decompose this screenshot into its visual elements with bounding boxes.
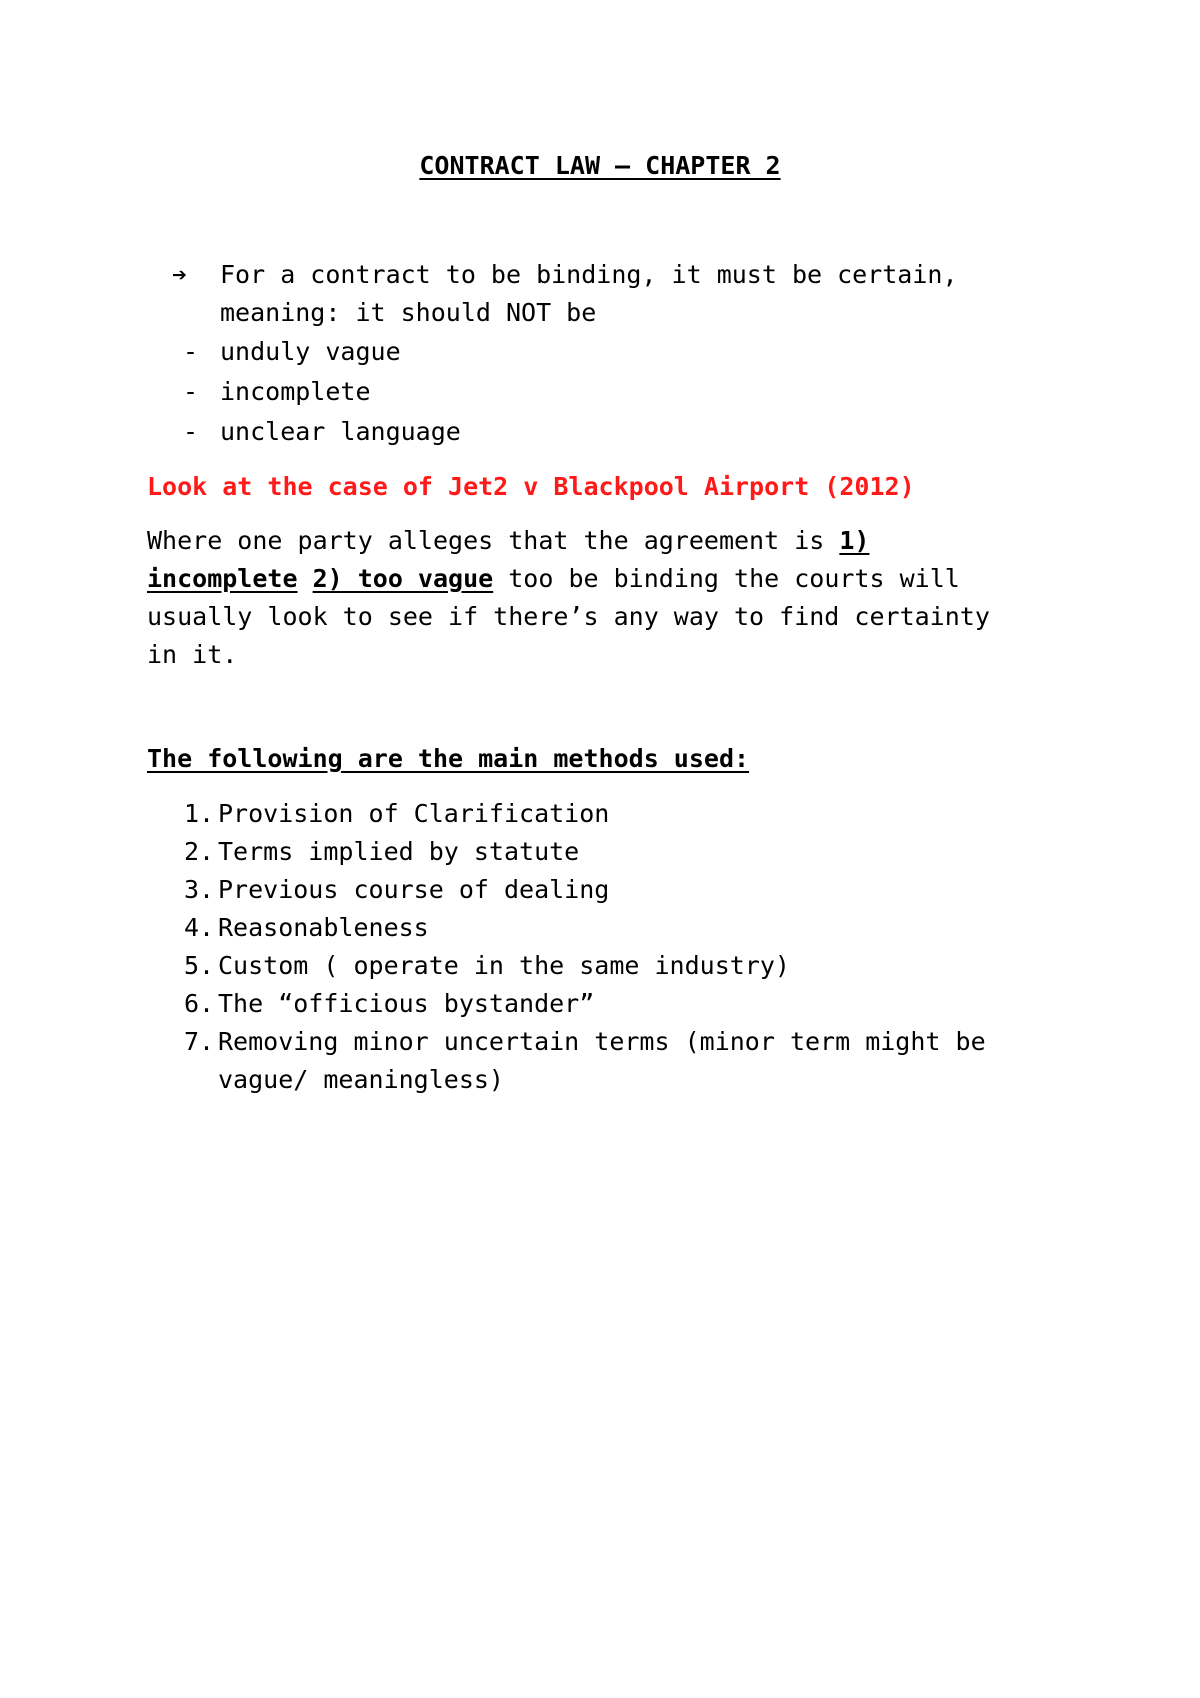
list-item <box>180 947 986 985</box>
paragraph-space <box>298 564 313 593</box>
paragraph-text: too be binding the courts will <box>493 564 960 593</box>
list-number: 1. <box>184 799 215 828</box>
methods-heading: The following are the main methods used: <box>147 744 750 773</box>
intro-line-2: meaning: it should NOT be <box>220 298 597 327</box>
list-number: 6. <box>184 989 215 1018</box>
paragraph-line-3: usually look to see if there’s any way to find certainty <box>147 602 990 631</box>
list-item <box>180 833 986 871</box>
bullet-marker: - <box>183 377 199 406</box>
bullet-text: unclear language <box>220 417 461 446</box>
page-title: CONTRACT LAW – CHAPTER 2 <box>419 151 781 180</box>
intro-line-1: For a contract to be binding, it must be certain, <box>220 260 958 289</box>
list-item <box>180 985 986 1023</box>
list-item <box>180 1023 986 1099</box>
emphasis-number-1: 1) <box>839 526 870 555</box>
bullet-text: incomplete <box>220 377 371 406</box>
paragraph-text: Where one party alleges that the agreement is <box>147 526 840 555</box>
list-item <box>180 373 461 413</box>
list-item <box>180 413 461 453</box>
method-text: Terms implied by statute <box>218 837 580 866</box>
method-text: Custom ( operate in the same industry) <box>218 951 790 980</box>
list-number: 5. <box>184 951 215 980</box>
bullet-marker: - <box>183 417 199 446</box>
list-number: 2. <box>184 837 215 866</box>
list-item <box>180 333 461 373</box>
method-text: Reasonableness <box>218 913 429 942</box>
list-item <box>180 795 986 833</box>
method-text-continuation: vague/ meaningless) <box>218 1065 504 1094</box>
list-number: 4. <box>184 913 215 942</box>
emphasis-too-vague: 2) too vague <box>312 564 494 593</box>
paragraph-line-1 <box>147 522 990 560</box>
case-heading: Look at the case of Jet2 v Blackpool Airport (2012) <box>147 472 915 501</box>
method-text: The “officious bystander” <box>218 989 595 1018</box>
bullet-text: unduly vague <box>220 337 401 366</box>
certainty-bullet-list <box>180 333 461 453</box>
list-number: 7. <box>184 1027 215 1056</box>
list-item <box>180 871 986 909</box>
method-text: Previous course of dealing <box>218 875 610 904</box>
paragraph-line-2 <box>147 560 990 598</box>
intro-statement <box>172 256 958 332</box>
method-text: Provision of Clarification <box>218 799 610 828</box>
list-number: 3. <box>184 875 215 904</box>
right-arrow-icon: ➔ <box>172 260 188 289</box>
methods-list <box>180 795 986 1099</box>
method-text: Removing minor uncertain terms (minor term might be <box>218 1027 986 1056</box>
emphasis-incomplete: incomplete <box>147 564 298 593</box>
bullet-marker: - <box>183 337 199 366</box>
list-item <box>180 909 986 947</box>
explanation-paragraph <box>147 522 990 674</box>
paragraph-line-4: in it. <box>147 640 238 669</box>
